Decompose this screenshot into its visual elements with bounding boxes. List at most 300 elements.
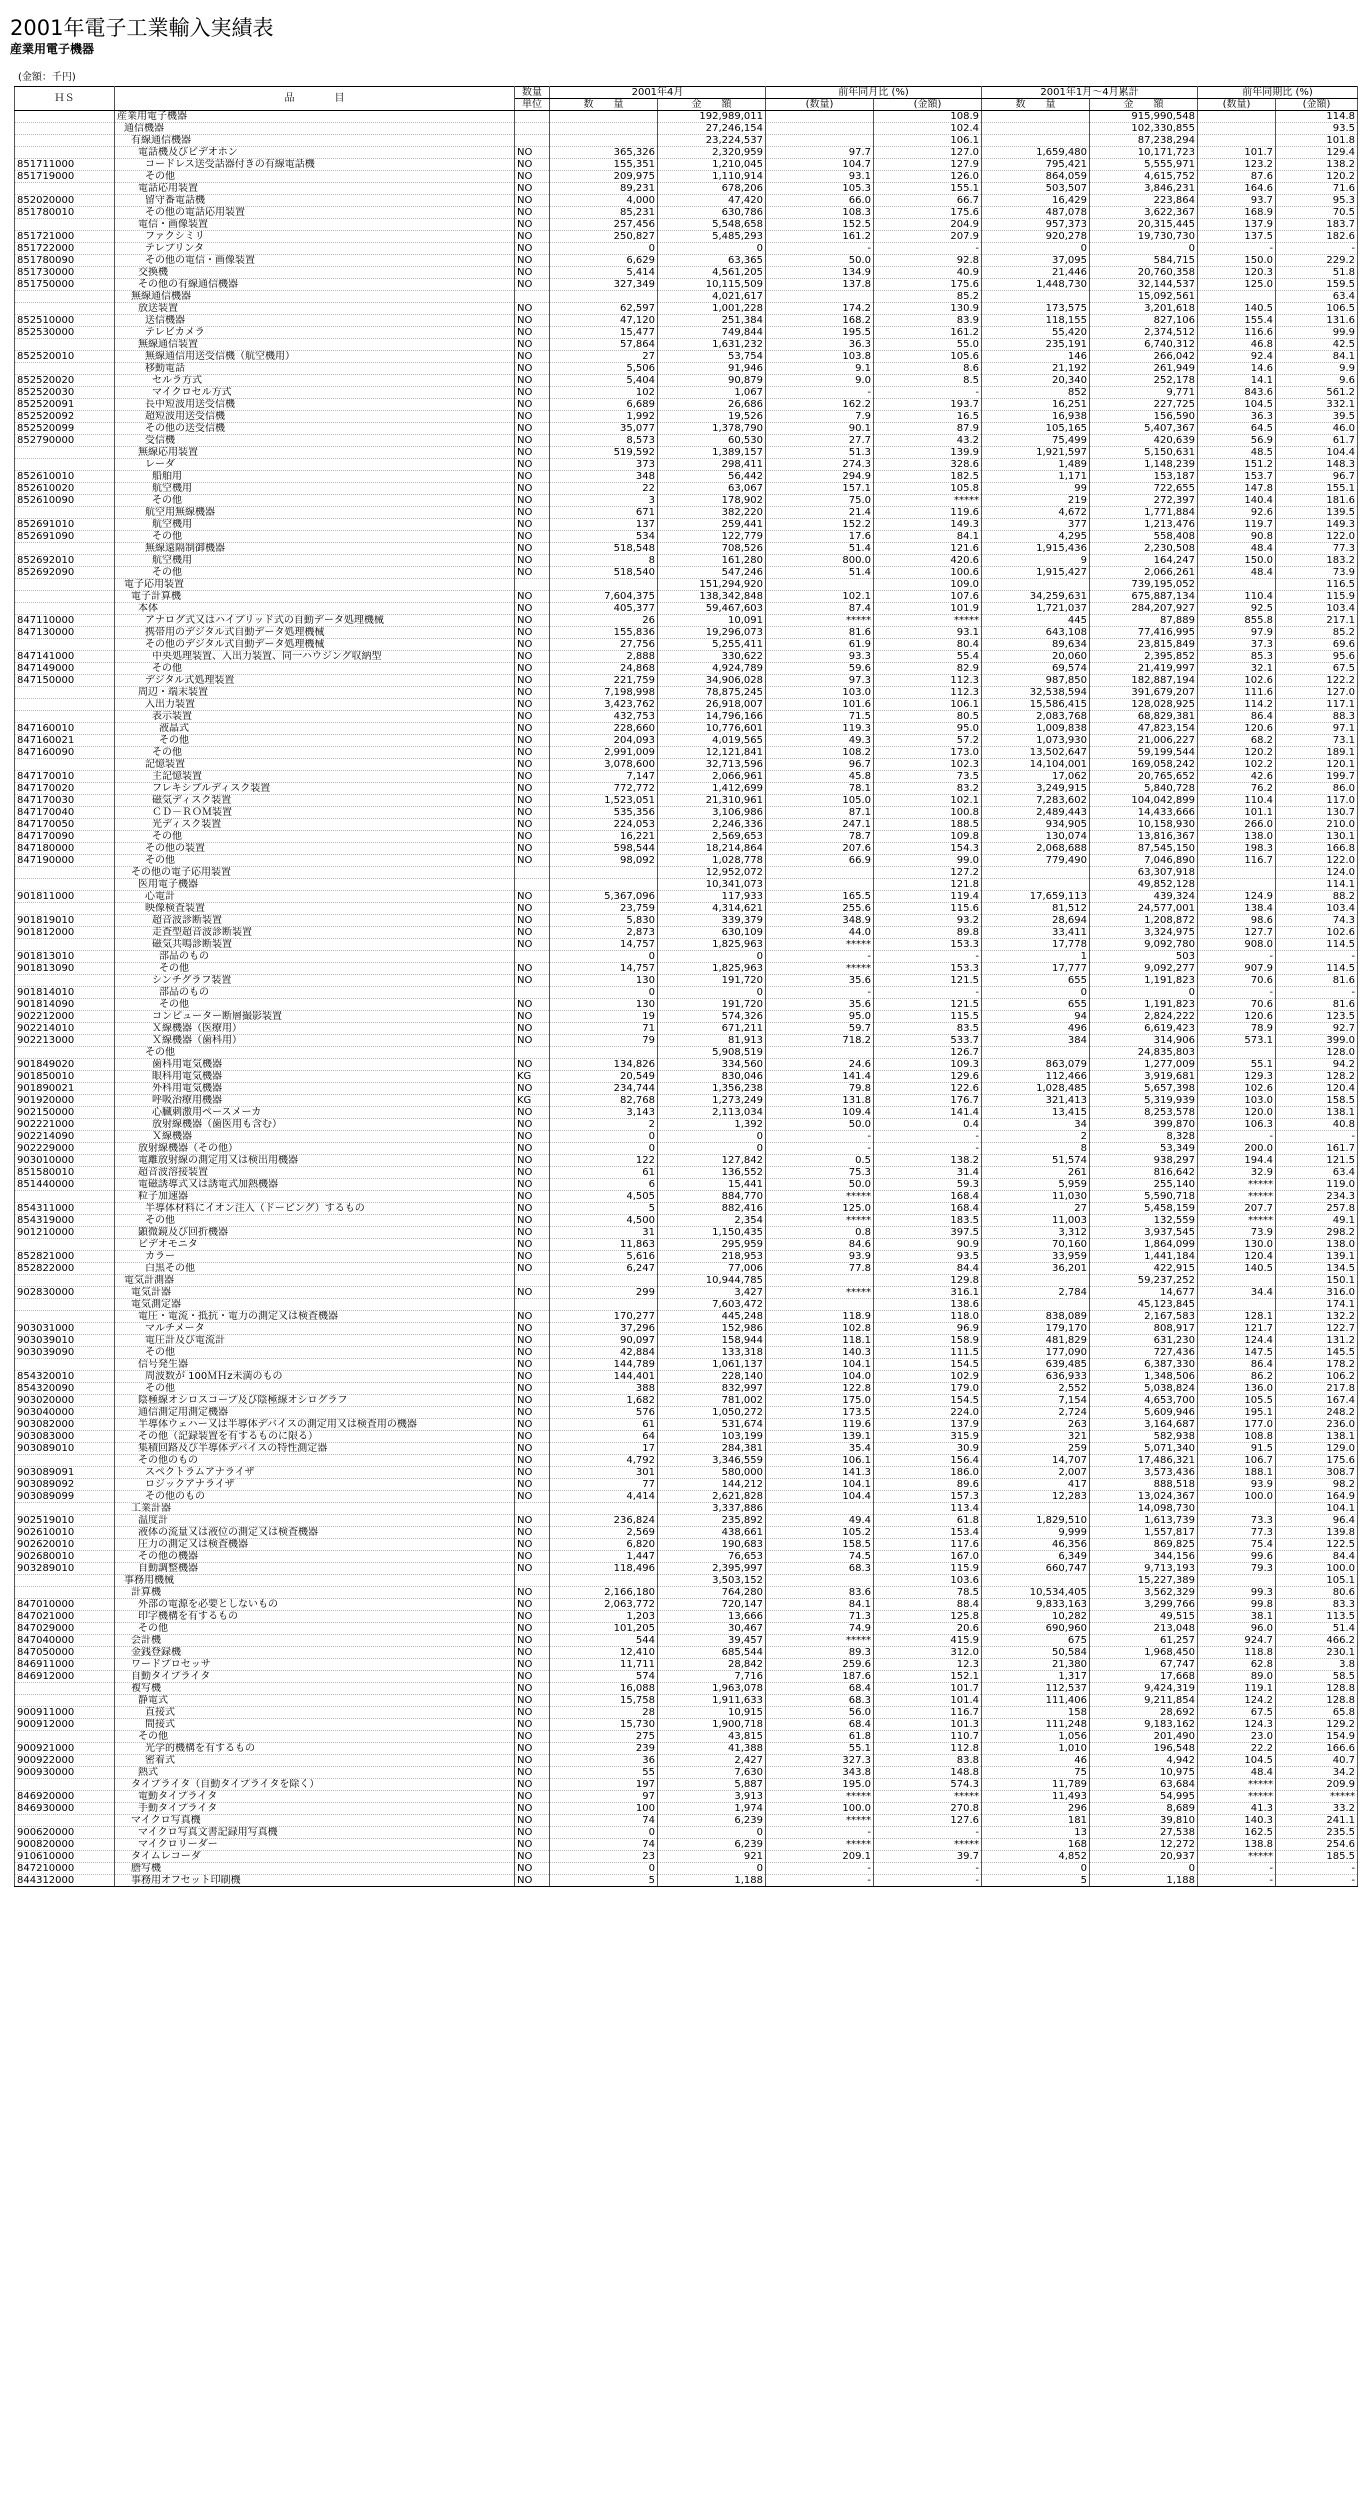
yoy-amt-cell: 153.3 bbox=[874, 963, 982, 975]
month-qty-cell: 14,757 bbox=[550, 963, 658, 975]
yoy-amt-cell: 154.5 bbox=[874, 1395, 982, 1407]
cum-yoy-qty-cell: - bbox=[1198, 951, 1276, 963]
cum-amt-cell: 67,747 bbox=[1090, 1659, 1198, 1671]
month-qty-cell: 71 bbox=[550, 1023, 658, 1035]
yoy-qty-cell: 79.8 bbox=[766, 1083, 874, 1095]
hs-code-cell: 847149000 bbox=[15, 663, 115, 675]
table-row bbox=[15, 1047, 1358, 1059]
cum-qty-cell: 0 bbox=[982, 1863, 1090, 1875]
unit-cell: NO bbox=[515, 795, 550, 807]
cum-yoy-qty-cell: - bbox=[1198, 1131, 1276, 1143]
table-row bbox=[15, 255, 1358, 267]
cum-amt-cell: 816,642 bbox=[1090, 1167, 1198, 1179]
month-amt-cell: 0 bbox=[658, 243, 766, 255]
month-qty-cell: 373 bbox=[550, 459, 658, 471]
hs-code-cell: 854320010 bbox=[15, 1371, 115, 1383]
item-name-cell: 圧力の測定又は検査機器 bbox=[115, 1539, 515, 1551]
cum-amt-cell: 20,765,652 bbox=[1090, 771, 1198, 783]
yoy-qty-cell: 161.2 bbox=[766, 231, 874, 243]
cum-amt-cell: 3,846,231 bbox=[1090, 183, 1198, 195]
cum-yoy-amt-cell: 84.1 bbox=[1276, 351, 1358, 363]
cum-yoy-qty-cell: 42.6 bbox=[1198, 771, 1276, 783]
yoy-amt-cell: 61.8 bbox=[874, 1515, 982, 1527]
cum-qty-cell: 15,586,415 bbox=[982, 699, 1090, 711]
month-amt-cell: 23,224,537 bbox=[658, 135, 766, 147]
item-name-cell: デジタル式処理装置 bbox=[115, 675, 515, 687]
cum-qty-cell bbox=[982, 111, 1090, 123]
cum-qty-cell: 13,415 bbox=[982, 1107, 1090, 1119]
month-amt-cell: 630,109 bbox=[658, 927, 766, 939]
cum-qty-cell: 10,534,405 bbox=[982, 1587, 1090, 1599]
cum-amt-cell: 24,835,803 bbox=[1090, 1047, 1198, 1059]
table-row bbox=[15, 1251, 1358, 1263]
hs-code-cell: 852821000 bbox=[15, 1251, 115, 1263]
yoy-qty-cell: 195.5 bbox=[766, 327, 874, 339]
month-amt-cell: 382,220 bbox=[658, 507, 766, 519]
item-name-cell: 液晶式 bbox=[115, 723, 515, 735]
item-name-cell: 無線通信機器 bbox=[115, 291, 515, 303]
table-row bbox=[15, 1083, 1358, 1095]
cum-amt-cell: 1,968,450 bbox=[1090, 1647, 1198, 1659]
item-name-cell: 半導体材料にイオン注入（ドーピング）するもの bbox=[115, 1203, 515, 1215]
table-row bbox=[15, 1683, 1358, 1695]
cum-amt-cell: 21,419,997 bbox=[1090, 663, 1198, 675]
cum-amt-cell: 24,577,001 bbox=[1090, 903, 1198, 915]
cum-yoy-amt-cell: 148.3 bbox=[1276, 459, 1358, 471]
month-amt-cell: 764,280 bbox=[658, 1587, 766, 1599]
cum-amt-cell: 5,038,824 bbox=[1090, 1383, 1198, 1395]
cum-amt-cell: 23,815,849 bbox=[1090, 639, 1198, 651]
cum-qty-cell: 177,090 bbox=[982, 1347, 1090, 1359]
cum-yoy-qty-cell: 114.2 bbox=[1198, 699, 1276, 711]
month-qty-cell: 98,092 bbox=[550, 855, 658, 867]
cum-yoy-amt-cell: 51.8 bbox=[1276, 267, 1358, 279]
cum-amt-cell: 344,156 bbox=[1090, 1551, 1198, 1563]
yoy-qty-cell: 134.9 bbox=[766, 267, 874, 279]
cum-amt-cell: 1,208,872 bbox=[1090, 915, 1198, 927]
month-amt-cell: 884,770 bbox=[658, 1191, 766, 1203]
yoy-amt-cell: 156.4 bbox=[874, 1455, 982, 1467]
header-cumulative: 2001年1月～4月累計 bbox=[982, 87, 1198, 99]
cum-amt-cell: 9,092,780 bbox=[1090, 939, 1198, 951]
hs-code-cell bbox=[15, 1299, 115, 1311]
unit-cell: NO bbox=[515, 1587, 550, 1599]
month-amt-cell: 0 bbox=[658, 951, 766, 963]
cum-qty-cell: 33,959 bbox=[982, 1251, 1090, 1263]
cum-qty-cell: 69,574 bbox=[982, 663, 1090, 675]
unit-cell: NO bbox=[515, 1359, 550, 1371]
table-row bbox=[15, 1071, 1358, 1083]
yoy-amt-cell: 154.3 bbox=[874, 843, 982, 855]
cum-amt-cell: 169,058,242 bbox=[1090, 759, 1198, 771]
yoy-qty-cell: - bbox=[766, 1827, 874, 1839]
month-amt-cell: 39,457 bbox=[658, 1635, 766, 1647]
table-row bbox=[15, 891, 1358, 903]
cum-amt-cell: 53,349 bbox=[1090, 1143, 1198, 1155]
cum-yoy-qty-cell: 32.9 bbox=[1198, 1167, 1276, 1179]
cum-yoy-amt-cell: 230.1 bbox=[1276, 1647, 1358, 1659]
cum-amt-cell: 15,092,561 bbox=[1090, 291, 1198, 303]
cum-qty-cell: 1,915,427 bbox=[982, 567, 1090, 579]
hs-code-cell: 847170030 bbox=[15, 795, 115, 807]
table-row bbox=[15, 435, 1358, 447]
unit-cell: NO bbox=[515, 939, 550, 951]
hs-code-cell: 852530000 bbox=[15, 327, 115, 339]
table-row bbox=[15, 711, 1358, 723]
yoy-amt-cell: 112.3 bbox=[874, 687, 982, 699]
item-name-cell: 表示装置 bbox=[115, 711, 515, 723]
month-amt-cell: 1,110,914 bbox=[658, 171, 766, 183]
yoy-amt-cell: 40.9 bbox=[874, 267, 982, 279]
unit-cell bbox=[515, 135, 550, 147]
item-name-cell: 密着式 bbox=[115, 1755, 515, 1767]
hs-code-cell: 903039090 bbox=[15, 1347, 115, 1359]
cum-amt-cell: 558,408 bbox=[1090, 531, 1198, 543]
cum-yoy-amt-cell: 40.8 bbox=[1276, 1119, 1358, 1131]
item-name-cell: 電離放射線の測定用又は検出用機器 bbox=[115, 1155, 515, 1167]
item-name-cell: 携帯用のデジタル式自動データ処理機械 bbox=[115, 627, 515, 639]
unit-cell: NO bbox=[515, 975, 550, 987]
month-amt-cell: 832,997 bbox=[658, 1383, 766, 1395]
cum-yoy-qty-cell: 140.3 bbox=[1198, 1815, 1276, 1827]
hs-code-cell bbox=[15, 1359, 115, 1371]
unit-cell: NO bbox=[515, 1083, 550, 1095]
cum-yoy-amt-cell: - bbox=[1276, 951, 1358, 963]
cum-yoy-amt-cell: 65.8 bbox=[1276, 1707, 1358, 1719]
cum-amt-cell: 156,590 bbox=[1090, 411, 1198, 423]
item-name-cell: 歯科用電気機器 bbox=[115, 1059, 515, 1071]
cum-yoy-qty-cell: 124.3 bbox=[1198, 1719, 1276, 1731]
cum-yoy-amt-cell: 74.3 bbox=[1276, 915, 1358, 927]
cum-yoy-qty-cell: 89.0 bbox=[1198, 1671, 1276, 1683]
yoy-amt-cell: 127.9 bbox=[874, 159, 982, 171]
item-name-cell: その他 bbox=[115, 1731, 515, 1743]
hs-code-cell: 903020000 bbox=[15, 1395, 115, 1407]
yoy-amt-cell: 102.1 bbox=[874, 795, 982, 807]
yoy-amt-cell: ***** bbox=[874, 615, 982, 627]
cum-amt-cell: 104,042,899 bbox=[1090, 795, 1198, 807]
hs-code-cell: 902680010 bbox=[15, 1551, 115, 1563]
unit-cell: NO bbox=[515, 1647, 550, 1659]
cum-qty-cell: 779,490 bbox=[982, 855, 1090, 867]
yoy-amt-cell: 154.5 bbox=[874, 1359, 982, 1371]
cum-amt-cell: 3,622,367 bbox=[1090, 207, 1198, 219]
cum-yoy-amt-cell: 182.6 bbox=[1276, 231, 1358, 243]
cum-yoy-qty-cell: - bbox=[1198, 1863, 1276, 1875]
cum-amt-cell: 5,609,946 bbox=[1090, 1407, 1198, 1419]
table-row bbox=[15, 171, 1358, 183]
hs-code-cell: 851780090 bbox=[15, 255, 115, 267]
hs-code-cell: 901814010 bbox=[15, 987, 115, 999]
yoy-amt-cell: 107.6 bbox=[874, 591, 982, 603]
cum-yoy-amt-cell: 63.4 bbox=[1276, 291, 1358, 303]
cum-yoy-qty-cell: 100.0 bbox=[1198, 1491, 1276, 1503]
hs-code-cell: 902150000 bbox=[15, 1107, 115, 1119]
header-yoy: 前年同月比 (%) bbox=[766, 87, 982, 99]
yoy-qty-cell: 55.1 bbox=[766, 1743, 874, 1755]
cum-amt-cell: 727,436 bbox=[1090, 1347, 1198, 1359]
cum-amt-cell: 47,823,154 bbox=[1090, 723, 1198, 735]
yoy-amt-cell: 127.6 bbox=[874, 1815, 982, 1827]
table-row bbox=[15, 519, 1358, 531]
table-row bbox=[15, 1599, 1358, 1611]
yoy-qty-cell: - bbox=[766, 243, 874, 255]
cum-qty-cell: 5,959 bbox=[982, 1179, 1090, 1191]
cum-qty-cell: 1 bbox=[982, 951, 1090, 963]
yoy-amt-cell: 83.2 bbox=[874, 783, 982, 795]
hs-code-cell bbox=[15, 1683, 115, 1695]
month-qty-cell: 15,730 bbox=[550, 1719, 658, 1731]
cum-qty-cell: 7,283,602 bbox=[982, 795, 1090, 807]
month-qty-cell: 118,496 bbox=[550, 1563, 658, 1575]
cum-qty-cell: 16,251 bbox=[982, 399, 1090, 411]
unit-cell: NO bbox=[515, 339, 550, 351]
cum-qty-cell: 21,192 bbox=[982, 363, 1090, 375]
item-name-cell: その他の有線通信機器 bbox=[115, 279, 515, 291]
yoy-amt-cell: 101.4 bbox=[874, 1695, 982, 1707]
yoy-qty-cell bbox=[766, 879, 874, 891]
yoy-qty-cell: 247.1 bbox=[766, 819, 874, 831]
cum-amt-cell: 6,740,312 bbox=[1090, 339, 1198, 351]
table-row bbox=[15, 591, 1358, 603]
hs-code-cell bbox=[15, 135, 115, 147]
hs-code-cell: 902620010 bbox=[15, 1539, 115, 1551]
unit-cell: NO bbox=[515, 1767, 550, 1779]
hs-code-cell: 852691010 bbox=[15, 519, 115, 531]
cum-amt-cell: 631,230 bbox=[1090, 1335, 1198, 1347]
hs-code-cell: 852790000 bbox=[15, 435, 115, 447]
month-qty-cell: 0 bbox=[550, 951, 658, 963]
unit-cell: NO bbox=[515, 1239, 550, 1251]
yoy-qty-cell: 68.4 bbox=[766, 1683, 874, 1695]
header-qty-unit-bottom: 単位 bbox=[515, 99, 550, 111]
cum-yoy-amt-cell: 149.3 bbox=[1276, 519, 1358, 531]
table-row bbox=[15, 531, 1358, 543]
yoy-amt-cell: 153.4 bbox=[874, 1527, 982, 1539]
hs-code-cell bbox=[15, 867, 115, 879]
table-row bbox=[15, 747, 1358, 759]
month-amt-cell: 0 bbox=[658, 1131, 766, 1143]
month-qty-cell: 37,296 bbox=[550, 1323, 658, 1335]
yoy-qty-cell: 103.8 bbox=[766, 351, 874, 363]
yoy-qty-cell: 68.3 bbox=[766, 1695, 874, 1707]
yoy-qty-cell: 137.8 bbox=[766, 279, 874, 291]
yoy-qty-cell: 157.1 bbox=[766, 483, 874, 495]
yoy-amt-cell: 167.0 bbox=[874, 1551, 982, 1563]
cum-qty-cell: 261 bbox=[982, 1167, 1090, 1179]
cum-yoy-amt-cell: 67.5 bbox=[1276, 663, 1358, 675]
month-qty-cell: 74 bbox=[550, 1815, 658, 1827]
item-name-cell: 工業計器 bbox=[115, 1503, 515, 1515]
cum-yoy-qty-cell bbox=[1198, 1275, 1276, 1287]
cum-amt-cell: 584,715 bbox=[1090, 255, 1198, 267]
yoy-amt-cell: 173.0 bbox=[874, 747, 982, 759]
cum-yoy-amt-cell: 129.2 bbox=[1276, 1719, 1358, 1731]
item-name-cell: その他の機器 bbox=[115, 1551, 515, 1563]
month-amt-cell: 1,389,157 bbox=[658, 447, 766, 459]
table-row bbox=[15, 387, 1358, 399]
header-cumulative-yoy: 前年同期比 (%) bbox=[1198, 87, 1358, 99]
cum-amt-cell: 20,760,358 bbox=[1090, 267, 1198, 279]
item-name-cell: 通信測定用測定機器 bbox=[115, 1407, 515, 1419]
item-name-cell: その他の電信・画像装置 bbox=[115, 255, 515, 267]
hs-code-cell bbox=[15, 759, 115, 771]
cum-yoy-qty-cell: 200.0 bbox=[1198, 1143, 1276, 1155]
yoy-qty-cell: 84.6 bbox=[766, 1239, 874, 1251]
cum-qty-cell: 4,852 bbox=[982, 1851, 1090, 1863]
cum-yoy-qty-cell: 106.7 bbox=[1198, 1455, 1276, 1467]
cum-yoy-amt-cell: 234.3 bbox=[1276, 1191, 1358, 1203]
month-amt-cell: 2,354 bbox=[658, 1215, 766, 1227]
cum-qty-cell: 2,724 bbox=[982, 1407, 1090, 1419]
header-qty-unit-top: 数量 bbox=[515, 87, 550, 99]
hs-code-cell: 851711000 bbox=[15, 159, 115, 171]
cum-amt-cell: 5,319,939 bbox=[1090, 1095, 1198, 1107]
unit-cell: NO bbox=[515, 1347, 550, 1359]
table-row bbox=[15, 135, 1358, 147]
cum-yoy-amt-cell: 73.1 bbox=[1276, 735, 1358, 747]
item-name-cell: 光学的機構を有するもの bbox=[115, 1743, 515, 1755]
month-amt-cell: 53,754 bbox=[658, 351, 766, 363]
cum-qty-cell: 181 bbox=[982, 1815, 1090, 1827]
cum-yoy-amt-cell: 332.1 bbox=[1276, 399, 1358, 411]
month-qty-cell bbox=[550, 1299, 658, 1311]
yoy-qty-cell: 104.0 bbox=[766, 1371, 874, 1383]
cum-yoy-qty-cell: 86.4 bbox=[1198, 711, 1276, 723]
item-name-cell: 直接式 bbox=[115, 1707, 515, 1719]
month-qty-cell: 772,772 bbox=[550, 783, 658, 795]
cum-amt-cell: 9,092,277 bbox=[1090, 963, 1198, 975]
cum-qty-cell: 34 bbox=[982, 1119, 1090, 1131]
unit-cell: NO bbox=[515, 639, 550, 651]
table-body bbox=[15, 111, 1358, 1887]
item-name-cell: 留守番電話機 bbox=[115, 195, 515, 207]
cum-yoy-qty-cell: 128.1 bbox=[1198, 1311, 1276, 1323]
cum-qty-cell: 235,191 bbox=[982, 339, 1090, 351]
table-row bbox=[15, 1227, 1358, 1239]
hs-code-cell: 900922000 bbox=[15, 1755, 115, 1767]
yoy-qty-cell: 131.8 bbox=[766, 1095, 874, 1107]
cum-yoy-qty-cell: 101.1 bbox=[1198, 807, 1276, 819]
cum-yoy-qty-cell: 103.0 bbox=[1198, 1095, 1276, 1107]
cum-qty-cell: 36,201 bbox=[982, 1263, 1090, 1275]
cum-yoy-qty-cell: 120.6 bbox=[1198, 723, 1276, 735]
cum-qty-cell: 321,413 bbox=[982, 1095, 1090, 1107]
month-amt-cell: 678,206 bbox=[658, 183, 766, 195]
cum-amt-cell: 0 bbox=[1090, 243, 1198, 255]
table-row bbox=[15, 327, 1358, 339]
item-name-cell: その他 bbox=[115, 747, 515, 759]
cum-yoy-qty-cell: 129.3 bbox=[1198, 1071, 1276, 1083]
hs-code-cell bbox=[15, 363, 115, 375]
cum-yoy-qty-cell bbox=[1198, 867, 1276, 879]
month-qty-cell: 0 bbox=[550, 1143, 658, 1155]
cum-amt-cell: 739,195,052 bbox=[1090, 579, 1198, 591]
yoy-qty-cell: 104.7 bbox=[766, 159, 874, 171]
month-amt-cell: 133,318 bbox=[658, 1347, 766, 1359]
yoy-qty-cell: 96.7 bbox=[766, 759, 874, 771]
yoy-amt-cell: 175.6 bbox=[874, 279, 982, 291]
month-amt-cell: 21,310,961 bbox=[658, 795, 766, 807]
table-row bbox=[15, 1851, 1358, 1863]
yoy-amt-cell: 101.7 bbox=[874, 1683, 982, 1695]
hs-code-cell: 851580010 bbox=[15, 1167, 115, 1179]
month-qty-cell: 11,863 bbox=[550, 1239, 658, 1251]
cum-qty-cell: 46 bbox=[982, 1755, 1090, 1767]
month-amt-cell: 1,188 bbox=[658, 1875, 766, 1887]
cum-qty-cell: 14,707 bbox=[982, 1455, 1090, 1467]
cum-yoy-amt-cell: 92.7 bbox=[1276, 1023, 1358, 1035]
month-qty-cell: 2,166,180 bbox=[550, 1587, 658, 1599]
month-qty-cell: 204,093 bbox=[550, 735, 658, 747]
table-row bbox=[15, 303, 1358, 315]
yoy-amt-cell: - bbox=[874, 951, 982, 963]
month-qty-cell: 16,088 bbox=[550, 1683, 658, 1695]
cum-yoy-qty-cell: 120.6 bbox=[1198, 1011, 1276, 1023]
cum-yoy-amt-cell: 257.8 bbox=[1276, 1203, 1358, 1215]
unit-cell: NO bbox=[515, 219, 550, 231]
item-name-cell: セルラ方式 bbox=[115, 375, 515, 387]
table-row bbox=[15, 1155, 1358, 1167]
yoy-qty-cell: ***** bbox=[766, 1791, 874, 1803]
month-amt-cell: 4,924,789 bbox=[658, 663, 766, 675]
cum-yoy-amt-cell: 103.4 bbox=[1276, 903, 1358, 915]
cum-yoy-amt-cell: 100.0 bbox=[1276, 1563, 1358, 1575]
table-row bbox=[15, 1191, 1358, 1203]
month-amt-cell: 749,844 bbox=[658, 327, 766, 339]
month-qty-cell bbox=[550, 123, 658, 135]
cum-amt-cell: 0 bbox=[1090, 1863, 1198, 1875]
yoy-amt-cell: 100.6 bbox=[874, 567, 982, 579]
cum-amt-cell: 1,557,817 bbox=[1090, 1527, 1198, 1539]
cum-yoy-qty-cell: 194.4 bbox=[1198, 1155, 1276, 1167]
item-name-cell: その他 bbox=[115, 531, 515, 543]
yoy-qty-cell: 50.0 bbox=[766, 1119, 874, 1131]
item-name-cell: コードレス送受話器付きの有線電話機 bbox=[115, 159, 515, 171]
cum-qty-cell: 920,278 bbox=[982, 231, 1090, 243]
item-name-cell: 呼吸治療用機器 bbox=[115, 1095, 515, 1107]
yoy-qty-cell: 174.2 bbox=[766, 303, 874, 315]
cum-yoy-amt-cell: 93.5 bbox=[1276, 123, 1358, 135]
item-name-cell: 超音波診断装置 bbox=[115, 915, 515, 927]
cum-yoy-qty-cell: 87.6 bbox=[1198, 171, 1276, 183]
table-row bbox=[15, 1875, 1358, 1887]
item-name-cell: 入出力装置 bbox=[115, 699, 515, 711]
cum-qty-cell: 4,672 bbox=[982, 507, 1090, 519]
hs-code-cell: 852691090 bbox=[15, 531, 115, 543]
yoy-qty-cell: 209.1 bbox=[766, 1851, 874, 1863]
yoy-amt-cell: 103.6 bbox=[874, 1575, 982, 1587]
cum-yoy-qty-cell: 123.2 bbox=[1198, 159, 1276, 171]
yoy-amt-cell: 119.4 bbox=[874, 891, 982, 903]
unit-cell: NO bbox=[515, 567, 550, 579]
month-amt-cell: 5,485,293 bbox=[658, 231, 766, 243]
month-amt-cell: 3,913 bbox=[658, 1791, 766, 1803]
hs-code-cell: 901920000 bbox=[15, 1095, 115, 1107]
yoy-amt-cell: 30.9 bbox=[874, 1443, 982, 1455]
item-name-cell: 放射線機器（その他） bbox=[115, 1143, 515, 1155]
month-amt-cell: 4,019,565 bbox=[658, 735, 766, 747]
yoy-amt-cell: 129.8 bbox=[874, 1275, 982, 1287]
cum-yoy-qty-cell: 153.7 bbox=[1198, 471, 1276, 483]
item-name-cell: 映像検査装置 bbox=[115, 903, 515, 915]
cum-yoy-qty-cell: 198.3 bbox=[1198, 843, 1276, 855]
hs-code-cell: 903082000 bbox=[15, 1419, 115, 1431]
table-row bbox=[15, 1731, 1358, 1743]
cum-amt-cell: 2,374,512 bbox=[1090, 327, 1198, 339]
cum-qty-cell bbox=[982, 1299, 1090, 1311]
unit-cell: NO bbox=[515, 1623, 550, 1635]
